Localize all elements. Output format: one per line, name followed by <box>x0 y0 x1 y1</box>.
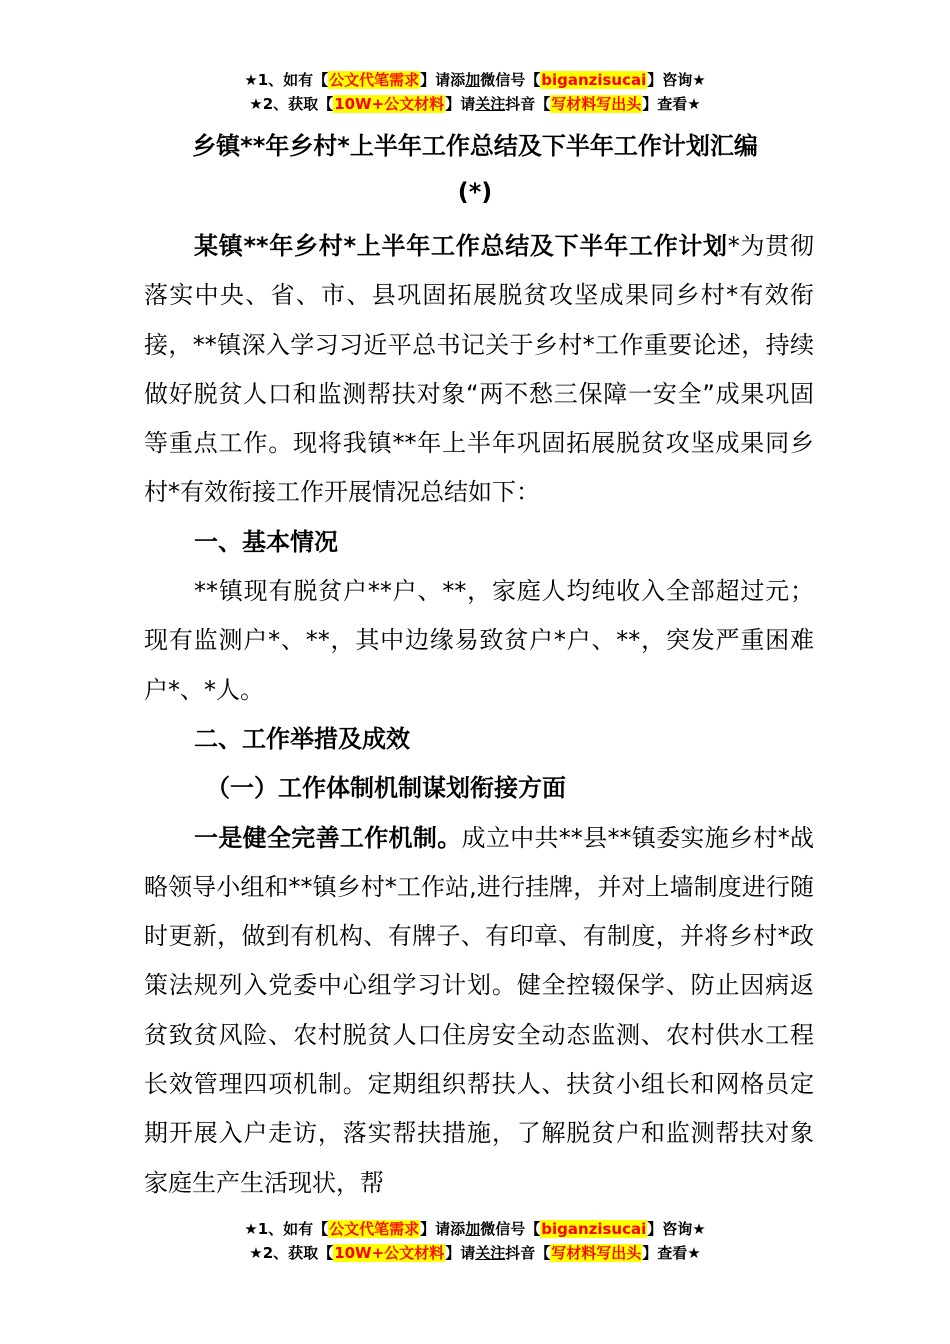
promo-highlight: 公文代笔需求 <box>329 1220 420 1238</box>
section-heading-2: 二、工作举措及成效 <box>194 724 410 753</box>
mechanism-text: 成立中共**县**镇委实施乡村*战略领导小组和**镇乡村*工作站,进行挂牌，并对上墙制度进行随时更新，做到有机构、有牌子、有印章、有制度，并将乡村*政策法规列入党委中心组学习计划。健全控辍保学、防止因病返贫致贫风险、农村脱贫人口住房安全动态监测、农村供水工程长效管理四项机制。定期组织帮扶人、扶贫小组长和网格员定期开展入户走访，落实帮扶措施，了解脱贫户和监测帮扶对象家庭生产生活现状，帮 <box>144 823 815 1197</box>
promo-text: 】请添 <box>420 1220 466 1238</box>
promo-text: 】咨询★ <box>647 1220 706 1238</box>
promo-text: ★2、获取【 <box>249 1244 334 1262</box>
promo-text: 抖音【 <box>505 95 551 113</box>
promo-highlight: 10W+公文材料 <box>334 1244 445 1262</box>
promo-underline: 关注 <box>475 95 506 113</box>
promo-highlight: 写材料写出头 <box>551 95 642 113</box>
intro-paragraph <box>144 222 814 518</box>
promo-text: 】咨询★ <box>647 71 706 89</box>
subsection-heading-1: （一）工作体制机制谋划衔接方面 <box>206 774 566 803</box>
promo-line-2 <box>0 92 950 116</box>
intro-text: *为贯彻落实中央、省、市、县巩固拓展脱贫攻坚成果同乡村*有效衔接，**镇深入学习习近平总书记关于乡村*工作重要论述，持续做好脱贫人口和监测帮扶对象“两不愁三保障一安全”成果巩固等重点工作。现将我镇**年上半年巩固拓展脱贫攻坚成果同乡村*有效衔接工作开展情况总结如下： <box>144 232 814 507</box>
promo-underline: 加 <box>465 71 481 89</box>
promo-text: 】请 <box>445 95 476 113</box>
document-title: 乡镇**年乡村*上半年工作总结及下半年工作计划汇编 <box>192 132 758 160</box>
promo-highlight: biganzisucai <box>541 71 647 89</box>
promo-text: 】请 <box>445 1244 476 1262</box>
promo-text: 微信号【 <box>480 71 541 89</box>
section-heading-1: 一、基本情况 <box>194 527 338 556</box>
promo-banner-bottom <box>0 1217 950 1265</box>
promo-text: 】查看★ <box>642 1244 701 1262</box>
promo-line-2 <box>0 1241 950 1265</box>
document-body <box>144 222 814 1208</box>
promo-text: 】请添 <box>420 71 466 89</box>
promo-highlight: 10W+公文材料 <box>334 95 445 113</box>
basic-situation-paragraph: **镇现有脱贫户**户、**，家庭人均纯收入全部超过元；现有监测户*、**，其中边缘易致贫户*户、**，突发严重困难户*、*人。 <box>144 577 814 704</box>
promo-text: 抖音【 <box>505 1244 551 1262</box>
intro-heading: 某镇**年乡村*上半年工作总结及下半年工作计划 <box>194 232 728 260</box>
promo-highlight: 写材料写出头 <box>551 1244 642 1262</box>
promo-text: ★2、获取【 <box>249 95 334 113</box>
promo-text: 】查看★ <box>642 95 701 113</box>
mechanism-lead: 一是健全完善工作机制。 <box>194 823 462 852</box>
promo-banner-top <box>0 68 950 116</box>
promo-text: ★1、如有【 <box>244 1220 329 1238</box>
document-title-suffix: (*) <box>457 178 493 206</box>
promo-highlight: 公文代笔需求 <box>329 71 420 89</box>
promo-underline: 关注 <box>475 1244 506 1262</box>
promo-line-1 <box>0 1217 950 1241</box>
promo-text: ★1、如有【 <box>244 71 329 89</box>
promo-text: 微信号【 <box>480 1220 541 1238</box>
promo-line-1 <box>0 68 950 92</box>
promo-underline: 加 <box>465 1220 481 1238</box>
promo-highlight: biganzisucai <box>541 1220 647 1238</box>
mechanism-paragraph <box>144 814 814 1208</box>
